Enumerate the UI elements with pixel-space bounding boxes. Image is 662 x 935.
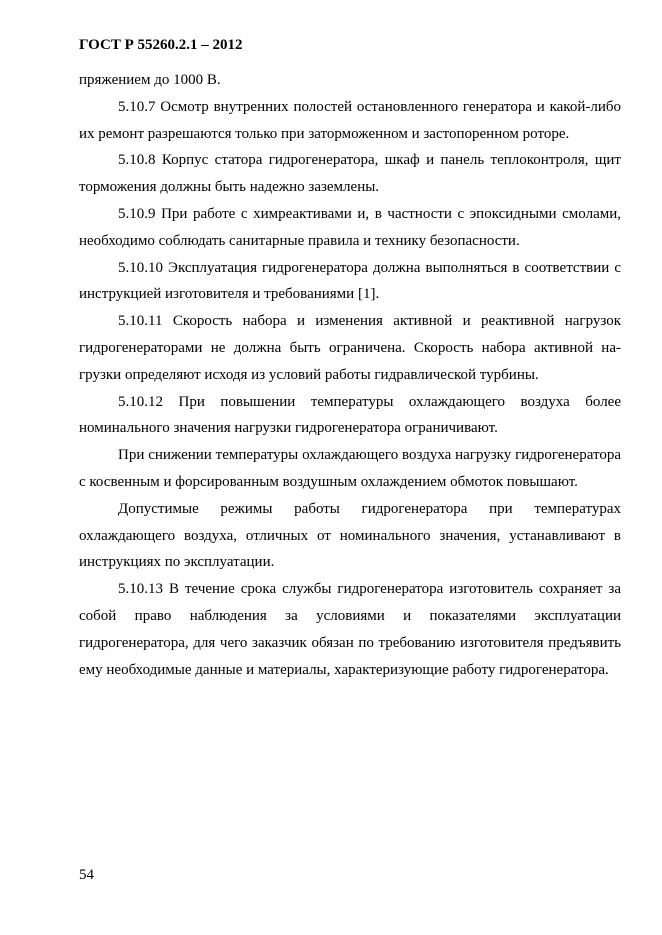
paragraph-5-10-13: 5.10.13 В течение срока службы гидрогенератора изготовитель сохраняет за собой право наблюдения за условиями и показателями эксплуатации гидрогенератора, для чего заказчик обязан по требованию изготовителя предъявить ему необходимые данные и материалы, характеризующие работу гидрогенератора. <box>79 581 621 678</box>
paragraph-continuation: пряжением до 1000 В. <box>79 72 221 88</box>
paragraph-5-10-12: 5.10.12 При повышении температуры охлаждающего воздуха более номинального значения нагрузки гидрогенератора ограничивают. <box>79 393 621 437</box>
paragraph-5-10-7: 5.10.7 Осмотр внутренних полостей остановленного генератора и какой-либо их ремонт разрешаются только при заторможенном и застопоренном роторе. <box>79 98 621 142</box>
paragraph-5-10-10: 5.10.10 Эксплуатация гидрогенератора должна выполняться в соответствии с инструкцией изготовителя и требованиями [1]. <box>79 259 621 303</box>
paragraph-permissible-modes: Допустимые режимы работы гидрогенератора при температурах охлаждающего воздуха, отличных от номинального значения, устанавливают в инструкциях по эксплуатации. <box>79 500 621 571</box>
paragraph-5-10-8: 5.10.8 Корпус статора гидрогенератора, шкаф и панель теплоконтроля, щит торможения должны быть надежно заземлены. <box>79 152 621 196</box>
paragraph-5-10-9: 5.10.9 При работе с химреактивами и, в частности с эпоксидными смолами, необходимо соблюдать санитарные правила и технику безопасности. <box>79 205 621 249</box>
paragraph-temperature-decrease: При снижении температуры охлаждающего воздуха нагрузку гидрогенератора с косвенным и форсированным воздушным охлаждением обмоток повышают. <box>79 447 621 490</box>
page-number: 54 <box>79 867 94 883</box>
paragraph-5-10-11: 5.10.11 Скорость набора и изменения активной и реактивной нагрузок гидрогенераторами не должна быть ограничена. Скорость набора активной на-грузки определяют исходя из условий работы гидравлической турбины. <box>79 313 621 383</box>
standard-code-header: ГОСТ Р 55260.2.1 – 2012 <box>79 37 243 53</box>
document-body <box>79 67 621 683</box>
